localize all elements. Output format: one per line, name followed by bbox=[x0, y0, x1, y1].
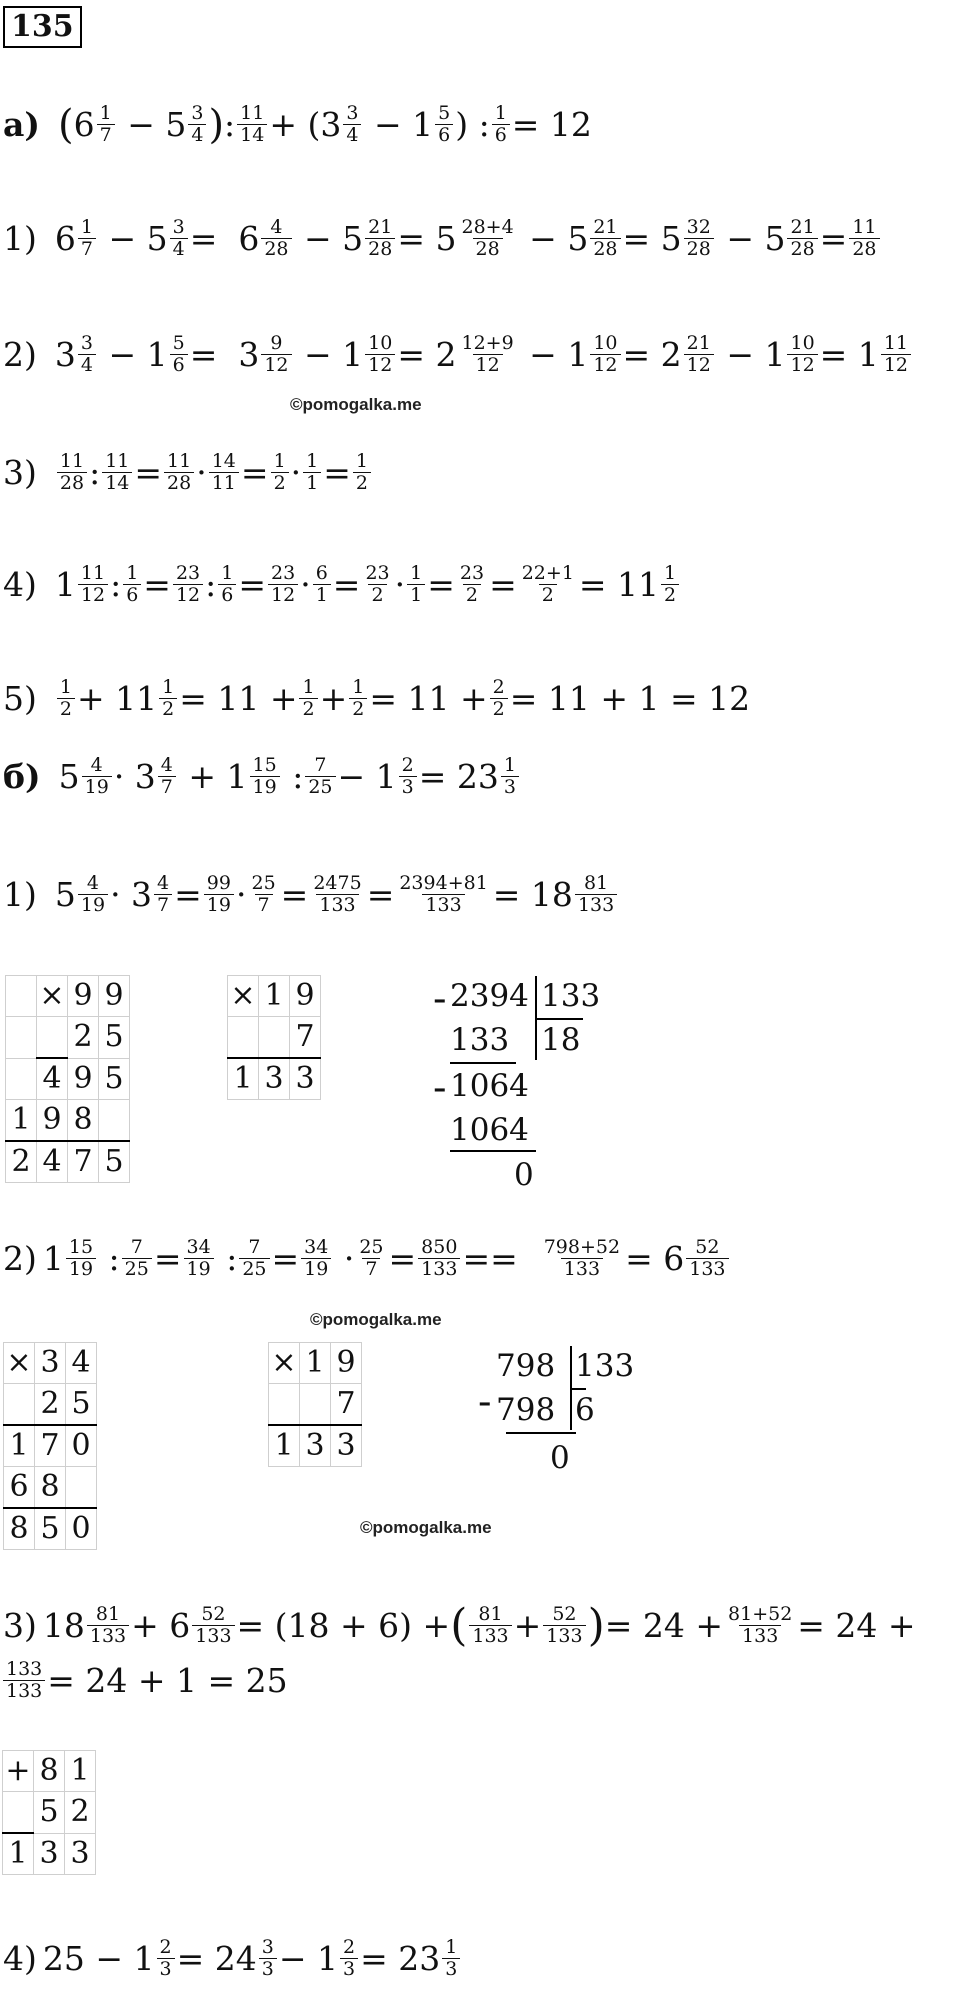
cell: 8 bbox=[35, 1467, 66, 1509]
cell bbox=[4, 1384, 35, 1426]
underline bbox=[506, 1432, 576, 1434]
cell: 5 bbox=[99, 1017, 130, 1059]
cell: 5 bbox=[35, 1508, 66, 1550]
multiplication-99-25 bbox=[5, 975, 130, 1183]
cell bbox=[3, 1792, 34, 1834]
cell: 5 bbox=[99, 1058, 130, 1100]
cell: 5 bbox=[34, 1792, 65, 1834]
cell bbox=[37, 1017, 68, 1059]
part-b-statement: б) 5 $\frac{4}{19}$ · 3 $\frac{4}{7}$ + 1 $\frac{15}{19}$ : $\frac{7}{25}$ − 1 $\frac{2}{3}$ = 23 $\frac{1}{3}$ bbox=[3, 755, 521, 798]
minus-sign: - bbox=[478, 1379, 492, 1425]
cell: 2 bbox=[35, 1384, 66, 1426]
cell: × bbox=[269, 1343, 300, 1384]
cell: 9 bbox=[331, 1343, 362, 1384]
part-b-step-3: 3) 18 $\frac{81}{133}$ + 6 $\frac{52}{133}$ = (18 + 6) + ( $\frac{81}{133}$ + $\frac{52}{133}$ ) = 24 + $\frac{81+52}{133}$ = 24 + bbox=[3, 1599, 916, 1651]
cell bbox=[6, 976, 37, 1017]
cell: 3 bbox=[35, 1343, 66, 1384]
addition-81-52 bbox=[2, 1750, 96, 1875]
cell: 4 bbox=[37, 1058, 68, 1100]
part-a-step-1: 1) 6 $\frac{1}{7}$ − 5 $\frac{3}{4}$ = 6 $\frac{4}{28}$ − 5 $\frac{21}{28}$ = 5 $\frac{28+4}{28}$ − 5 $\frac{21}{28}$ = 5 $\frac{32}{28}$ − 5 $\frac{21}{28}$ = $\frac{11}{28}$ bbox=[3, 217, 882, 260]
watermark: ©pomogalka.me bbox=[360, 1518, 492, 1537]
cell: 1 bbox=[4, 1425, 35, 1467]
cell: 7 bbox=[331, 1384, 362, 1426]
watermark: ©pomogalka.me bbox=[310, 1310, 442, 1329]
step-label: 4) bbox=[3, 564, 37, 604]
dividend: 798 bbox=[496, 1348, 556, 1384]
cell: 2 bbox=[68, 1017, 99, 1059]
part-a-step-4: 4) 1 $\frac{11}{12}$ : $\frac{1}{6}$ = $\frac{23}{12}$ : $\frac{1}{6}$ = $\frac{23}{12}$ · $\frac{6}{1}$ = $\frac{23}{2}$ · $\frac{1}{1}$ = $\frac{23}{2}$ = $\frac{22+1}{2}$ = 11 $\frac{1}{2}$ bbox=[3, 563, 681, 606]
cell bbox=[269, 1384, 300, 1426]
part-b-step-3-continued: $\frac{133}{133}$ = 24 + 1 = 25 bbox=[3, 1659, 288, 1702]
remainder: 0 bbox=[550, 1440, 570, 1476]
cell: 9 bbox=[290, 976, 321, 1017]
cell: 3 bbox=[34, 1833, 65, 1875]
minus-sign: - bbox=[433, 1065, 447, 1111]
part-a-statement: а) ( 6 $\frac{1}{7}$ − 5 $\frac{3}{4}$ ) : $\frac{11}{14}$ + (3 $\frac{3}{4}$ − 1 $\frac{5}{6}$ ) : $\frac{1}{6}$ = 12 bbox=[3, 101, 592, 148]
cell: 9 bbox=[68, 1058, 99, 1100]
cell: × bbox=[4, 1343, 35, 1384]
part-b-step-1: 1) 5 $\frac{4}{19}$ · 3 $\frac{4}{7}$ = $\frac{99}{19}$ · $\frac{25}{7}$ = $\frac{2475}{133}$ = $\frac{2394+81}{133}$ = 18 $\frac{81}{133}$ bbox=[3, 873, 619, 916]
cell bbox=[259, 1017, 290, 1059]
underline bbox=[450, 1150, 536, 1152]
cell: 2 bbox=[65, 1792, 96, 1834]
subtrahend-2: 1064 bbox=[450, 1112, 529, 1148]
multiplication-19-7 bbox=[227, 975, 321, 1100]
cell: 1 bbox=[269, 1425, 300, 1467]
cell: 4 bbox=[37, 1141, 68, 1183]
cell: 7 bbox=[68, 1141, 99, 1183]
cell: 9 bbox=[99, 976, 130, 1017]
part-a-step-5: 5) $\frac{1}{2}$ + 11 $\frac{1}{2}$ = 11 + $\frac{1}{2}$ + $\frac{1}{2}$ = 11 + $\frac{2}{2}$ = 11 + 1 = 12 bbox=[3, 676, 751, 720]
remainder-final: 0 bbox=[514, 1157, 534, 1193]
cell: 9 bbox=[68, 976, 99, 1017]
cell bbox=[66, 1467, 97, 1509]
cell: 1 bbox=[6, 1100, 37, 1142]
cell: 5 bbox=[66, 1384, 97, 1426]
cell: 3 bbox=[331, 1425, 362, 1467]
cell: 3 bbox=[300, 1425, 331, 1467]
cell: 7 bbox=[290, 1017, 321, 1059]
cell: 1 bbox=[3, 1833, 34, 1875]
cell: 8 bbox=[68, 1100, 99, 1142]
cell: 8 bbox=[34, 1751, 65, 1792]
part-a-step-2: 2) 3 $\frac{3}{4}$ − 1 $\frac{5}{6}$ = 3 $\frac{9}{12}$ − 1 $\frac{10}{12}$ = 2 $\frac{12+9}{12}$ − 1 $\frac{10}{12}$ = 2 $\frac{21}{12}$ − 1 $\frac{10}{12}$ = 1 $\frac{11}{12}$ bbox=[3, 333, 913, 376]
divisor: 133 bbox=[575, 1348, 635, 1384]
dividend: 2394 bbox=[450, 978, 529, 1014]
cell bbox=[228, 1017, 259, 1059]
cell bbox=[6, 1058, 37, 1100]
cell: × bbox=[228, 976, 259, 1017]
cell: 3 bbox=[290, 1058, 321, 1100]
cell: 6 bbox=[4, 1467, 35, 1509]
cell: 1 bbox=[300, 1343, 331, 1384]
step-label: 5) bbox=[3, 678, 37, 718]
cell bbox=[6, 1017, 37, 1059]
step-label: 2) bbox=[3, 1238, 37, 1278]
multiplication-34-25 bbox=[3, 1342, 97, 1550]
cell: 4 bbox=[66, 1343, 97, 1384]
underline bbox=[450, 1062, 516, 1064]
cell: 7 bbox=[35, 1425, 66, 1467]
cell: 0 bbox=[66, 1508, 97, 1550]
step-label: 4) bbox=[3, 1938, 37, 1978]
cell: 3 bbox=[259, 1058, 290, 1100]
divisor: 133 bbox=[541, 978, 601, 1014]
cell: 8 bbox=[4, 1508, 35, 1550]
cell: + bbox=[3, 1751, 34, 1792]
cell: 1 bbox=[65, 1751, 96, 1792]
quotient: 6 bbox=[575, 1392, 595, 1428]
cell: 1 bbox=[259, 976, 290, 1017]
step-label: 1) bbox=[3, 874, 37, 914]
part-b-label: б) bbox=[3, 756, 41, 796]
quotient: 18 bbox=[541, 1022, 581, 1058]
cell: 3 bbox=[65, 1833, 96, 1875]
part-a-label: а) bbox=[3, 104, 40, 144]
step-label: 1) bbox=[3, 218, 37, 258]
cell: 5 bbox=[99, 1141, 130, 1183]
remainder-1: 1064 bbox=[450, 1068, 529, 1104]
subtrahend-1: 133 bbox=[450, 1022, 510, 1058]
watermark: ©pomogalka.me bbox=[290, 395, 422, 414]
cell bbox=[300, 1384, 331, 1426]
cell bbox=[99, 1100, 130, 1142]
part-b-step-2: 2) 1 $\frac{15}{19}$ : $\frac{7}{25}$ = $\frac{34}{19}$ : $\frac{7}{25}$ = $\frac{34}{19}$ · $\frac{25}{7}$ = $\frac{850}{133}$ == $\frac{798+52}{133}$ = 6 $\frac{52}{133}$ bbox=[3, 1237, 731, 1280]
cell: 9 bbox=[37, 1100, 68, 1142]
step-label: 2) bbox=[3, 334, 37, 374]
subtrahend: 798 bbox=[496, 1392, 556, 1428]
step-label: 3) bbox=[3, 1605, 37, 1645]
cell: 2 bbox=[6, 1141, 37, 1183]
cell: × bbox=[37, 976, 68, 1017]
problem-number: 135 bbox=[3, 6, 82, 48]
part-b-step-4: 4) 25 − 1 $\frac{2}{3}$ = 24 $\frac{3}{3}$ − 1 $\frac{2}{3}$ = 23 $\frac{1}{3}$ bbox=[3, 1937, 462, 1980]
multiplication-19-7-second bbox=[268, 1342, 362, 1467]
cell: 0 bbox=[66, 1425, 97, 1467]
cell: 1 bbox=[228, 1058, 259, 1100]
minus-sign: - bbox=[433, 976, 447, 1022]
part-a-step-3: 3) $\frac{11}{28}$ : $\frac{11}{14}$ = $\frac{11}{28}$ · $\frac{14}{11}$ = $\frac{1}{2}$ · $\frac{1}{1}$ = $\frac{1}{2}$ bbox=[3, 451, 373, 494]
step-label: 3) bbox=[3, 452, 37, 492]
